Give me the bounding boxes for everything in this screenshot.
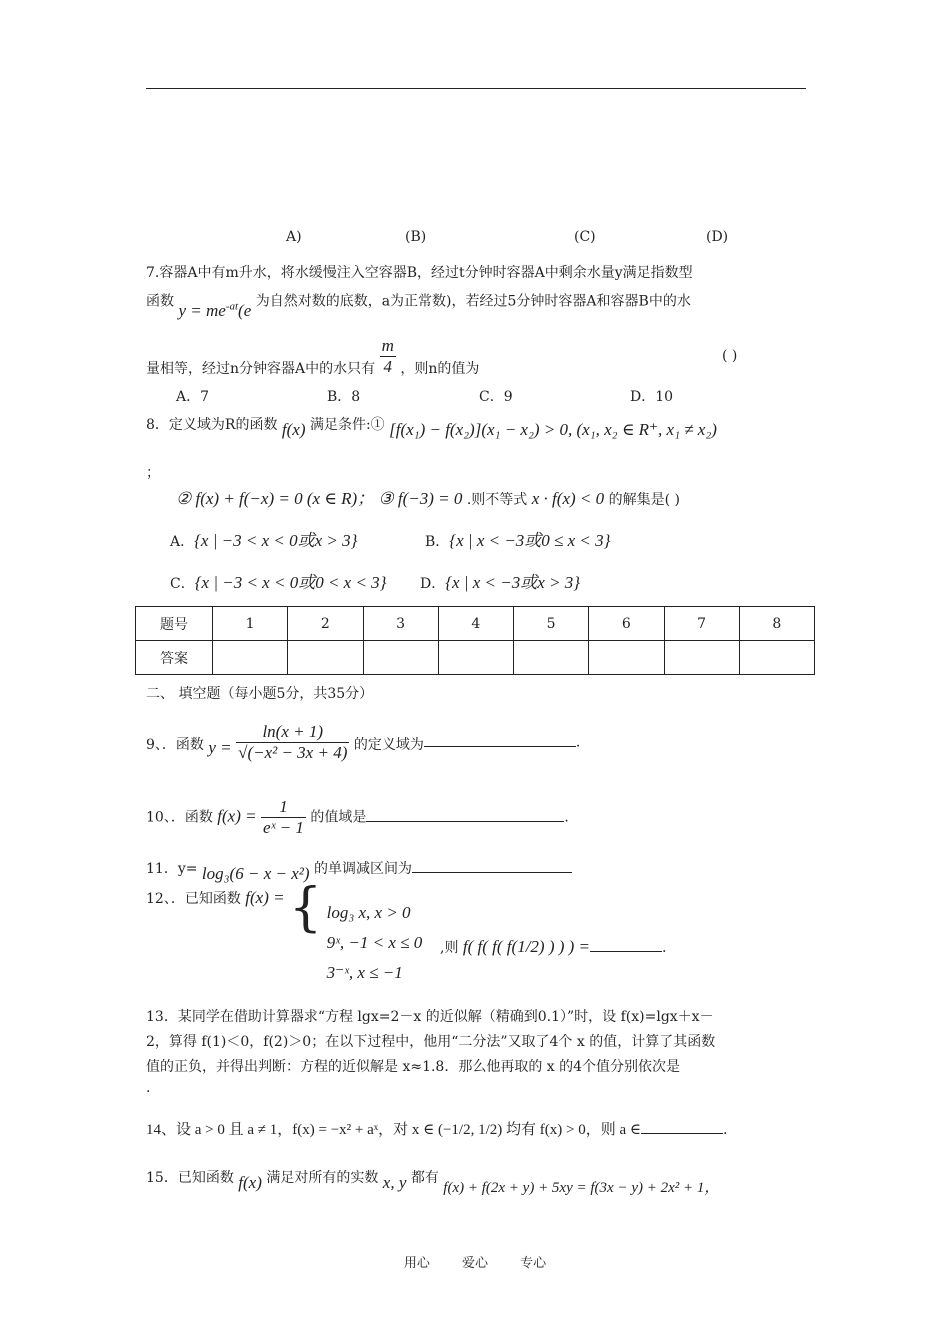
answer-table-row-label: 题号: [136, 607, 213, 641]
q10: 10、．函数 f(x) = $\frac{1}{\text{eˣ − 1}}$ 的值域是 .: [146, 797, 569, 837]
section-2-title: 二、 填空题（每小题5分，共35分）: [146, 686, 374, 702]
q7-line2: [146, 290, 691, 320]
q8-option-b: B．{x | x < −3或0 ≤ x < 3}: [425, 531, 611, 550]
q12-case-3: 3⁻ˣ, x ≤ −1: [326, 963, 403, 982]
q14: 14、设 a > 0 且 a ≠ 1，f(x) = −x² + aˣ，对 x ∈ (−1/2, 1/2) 均有 f(x) > 0，则 a ∈ .: [146, 1118, 727, 1139]
q8-line1: 8．定义域为R的函数 f(x) 满足条件:① [f(x₁) − f(x₂)](x₁ − x₂) > 0, (x₁, x₂ ∈ R⁺, x₁ ≠ x₂): [146, 417, 717, 439]
answer-table-number: 1: [213, 607, 288, 641]
q8-condition-1: [f(x₁) − f(x₂)](x₁ − x₂) > 0, (x₁, x₂ ∈ R⁺, x₁ ≠ x₂): [389, 420, 717, 439]
choice-label-d: (D): [706, 229, 729, 245]
q13-line4: .: [146, 1080, 151, 1096]
answer-table-number: 5: [514, 607, 589, 641]
answer-cell[interactable]: [288, 641, 363, 675]
q12-right: ,则 f( f( f( f(1/2) ) ) ) = .: [440, 937, 667, 956]
q15: 15．已知函数 f(x) 满足对所有的实数 x, y 都有 f(x) + f(2x + y) + 5xy = f(3x − y) + 2x² + 1，: [146, 1170, 720, 1196]
q7-option-b: B．8: [327, 389, 361, 405]
q10-answer-blank[interactable]: [366, 807, 564, 822]
q7-line1: 7.容器A中有m升水，将水缓慢注入空容器B，经过t分钟时容器A中剩余水量y满足指数型: [146, 265, 693, 281]
q12-case-1: log₃ x, x > 0: [326, 903, 411, 922]
q8-option-a: A．{x | −3 < x < 0或x > 3}: [170, 531, 358, 550]
answer-table-number: 6: [589, 607, 664, 641]
q9: 9、．函数 y = $\frac{\ln(x + 1)}{\text{√(−x² − 3x + 4)}}$ 的定义域为 .: [146, 722, 581, 762]
answer-cell[interactable]: [213, 641, 288, 675]
q7-line3: 量相等，经过n分钟容器A中的水只有 $\frac{m}{4}$ ，则n的值为: [146, 336, 480, 377]
q13-line3: 值的正负，并得出判断：方程的近似解是 x≈1.8．那么他再取的 x 的4个值分别依次是: [146, 1059, 681, 1075]
q8-semicolon: ；: [146, 465, 160, 481]
answer-table-number: 3: [363, 607, 438, 641]
answer-cell[interactable]: [438, 641, 513, 675]
answer-table-number: 2: [288, 607, 363, 641]
q9-answer-blank[interactable]: [424, 732, 576, 747]
q11: 11．y= log₃(6 − x − x²) 的单调减区间为: [146, 858, 572, 878]
answer-cell[interactable]: [363, 641, 438, 675]
answer-table-number: 4: [438, 607, 513, 641]
q7-option-d: D．10: [630, 389, 674, 405]
q12-case-2: 9ˣ, −1 < x ≤ 0: [326, 933, 423, 952]
answer-cell[interactable]: [589, 641, 664, 675]
q10-fraction: $\frac{1}{\text{eˣ − 1}}$: [263, 797, 304, 837]
q14-answer-blank[interactable]: [641, 1119, 723, 1134]
q11-answer-blank[interactable]: [412, 858, 572, 873]
page-footer: 用心 爱心 专心: [403, 1256, 547, 1271]
q7-fraction: $\frac{m}{4}$: [381, 336, 394, 376]
answer-table-header-row: [136, 607, 815, 641]
answer-table-number: 7: [664, 607, 739, 641]
q7-formula: $y = me^{-at}(e$: [178, 300, 252, 320]
q13-line2: 2，算得 f(1)＜0，f(2)＞0；在以下过程中，他用“二分法”又取了4个 x 的值，计算了其函数: [146, 1034, 716, 1050]
choice-label-b: (B): [405, 229, 427, 245]
choice-label-c: (C): [574, 229, 596, 245]
q12-brace: {: [289, 878, 323, 938]
q15-equation: f(x) + f(2x + y) + 5xy = f(3x − y) + 2x² + 1，: [443, 1180, 720, 1196]
answer-cell[interactable]: [664, 641, 739, 675]
answer-table-answer-row: [136, 641, 815, 675]
q12: 12、．已知函数 f(x) = { log₃ x, x > 0 9ˣ, −1 < x ≤ 0 3⁻ˣ, x ≤ −1: [146, 898, 422, 988]
q9-fraction: $\frac{\ln(x + 1)}{\text{√(−x² − 3x + 4)}}$: [238, 722, 348, 762]
q8-line2: ② f(x) + f(−x) = 0 (x ∈ R)； ③ f(−3) = 0 .则不等式 x · f(x) < 0 的解集是( ): [176, 489, 680, 508]
q7-line2-suffix: 为自然对数的底数，a为正常数)，若经过5分钟时容器A和容器B中的水: [255, 293, 691, 310]
answer-table: [135, 606, 815, 675]
q8-option-c: C．{x | −3 < x < 0或0 < x < 3}: [170, 573, 387, 592]
q7-answer-bracket: ( ): [722, 348, 738, 364]
q7-option-c: C．9: [479, 389, 513, 405]
q8-option-d: D．{x | x < −3或x > 3}: [420, 573, 581, 592]
answer-table-row-label: 答案: [136, 641, 213, 675]
q7-option-a: A．7: [176, 389, 210, 405]
q12-answer-blank[interactable]: [590, 937, 662, 952]
q8-condition-2: ② f(x) + f(−x) = 0 (x ∈ R)； ③ f(−3) = 0: [176, 489, 463, 508]
header-rule: [146, 88, 806, 89]
q7-line2-prefix: 函数: [146, 293, 174, 310]
answer-cell[interactable]: [514, 641, 589, 675]
q13-line1: 13．某同学在借助计算器求“方程 lgx=2－x 的近似解（精确到0.1）”时，设 f(x)=lgx＋x－: [146, 1009, 714, 1025]
q8-inequality: x · f(x) < 0: [531, 489, 605, 508]
answer-cell[interactable]: [739, 641, 814, 675]
answer-table-number: 8: [739, 607, 814, 641]
choice-label-a: A): [286, 229, 302, 245]
